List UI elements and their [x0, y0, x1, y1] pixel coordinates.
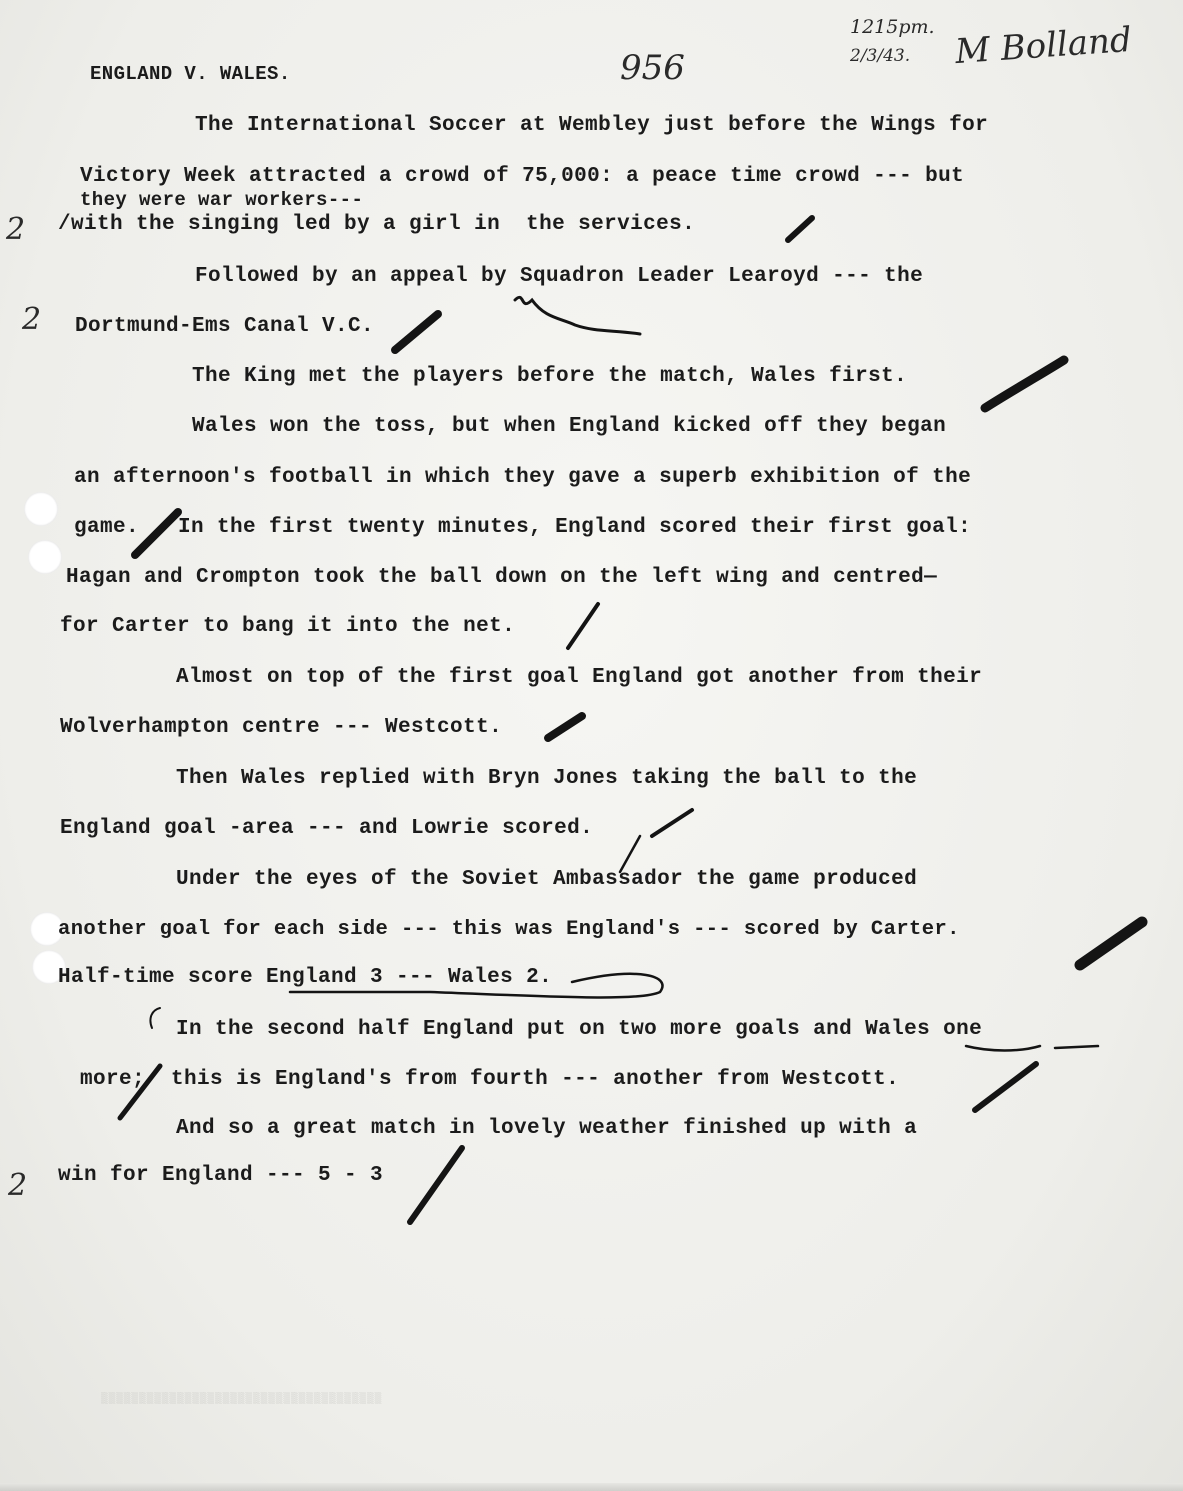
text-line: The King met the players before the match, Wales first. — [192, 365, 908, 388]
text-line: for Carter to bang it into the net. — [60, 615, 516, 638]
text-line: Wales won the toss, but when England kicked off they began — [192, 415, 947, 438]
text-line: Under the eyes of the Soviet Ambassador the game produced — [176, 868, 918, 891]
pen-underline — [966, 1046, 1040, 1051]
bleed-through-stamp: ▒▒▒▒▒▒▒▒▒▒▒▒▒▒▒▒▒▒▒▒▒▒▒▒▒▒▒▒▒▒▒▒▒▒▒▒▒ — [100, 1393, 382, 1405]
pen-slash — [975, 1064, 1036, 1110]
text-line: another goal for each side --- this was England's --- scored by Carter. — [58, 918, 960, 941]
document-title: ENGLAND V. WALES. — [90, 63, 291, 85]
pen-squiggle — [515, 297, 640, 334]
pen-slash — [1080, 922, 1142, 965]
text-line: game. In the first twenty minutes, England scored their first goal: — [74, 516, 972, 539]
pen-slash — [788, 218, 812, 240]
time-note: 1215pm. — [850, 16, 935, 38]
text-line: Followed by an appeal by Squadron Leader Learoyd --- the — [195, 265, 924, 288]
pen-tick — [620, 836, 640, 872]
page-number: 956 — [620, 48, 685, 88]
text-line: In the second half England put on two more goals and Wales one — [176, 1018, 983, 1041]
pen-underline — [1055, 1046, 1098, 1048]
text-line: Victory Week attracted a crowd of 75,000: a peace time crowd --- but — [80, 165, 965, 188]
text-line: Dortmund-Ems Canal V.C. — [75, 315, 375, 338]
text-line: The International Soccer at Wembley just before the Wings for — [195, 114, 989, 137]
text-line: And so a great match in lovely weather finished up with a — [176, 1117, 918, 1140]
margin-mark: 2 — [6, 212, 26, 247]
text-line: Wolverhampton centre --- Westcott. — [60, 716, 503, 739]
text-line: England goal -area --- and Lowrie scored. — [60, 817, 594, 840]
text-line: Then Wales replied with Bryn Jones taking the ball to the — [176, 767, 918, 790]
text-line: win for England --- 5 - 3 — [58, 1164, 384, 1187]
text-line: they were war workers--- — [80, 189, 364, 211]
text-line: /with the singing led by a girl in the services. — [58, 213, 696, 236]
margin-mark: 2 — [22, 302, 42, 337]
pen-slash — [985, 360, 1064, 408]
date-note: 2/3/43. — [850, 46, 911, 66]
text-line: Half-time score England 3 --- Wales 2. — [58, 966, 553, 989]
punch-hole — [28, 540, 62, 574]
pen-slash — [395, 314, 438, 350]
text-line: Almost on top of the first goal England got another from their — [176, 666, 983, 689]
punch-hole — [24, 492, 58, 526]
pen-slash — [410, 1148, 462, 1222]
pen-slash — [568, 604, 598, 648]
text-line: an afternoon's football in which they gave a superb exhibition of the — [74, 466, 972, 489]
text-line: Hagan and Crompton took the ball down on the left wing and centred— — [66, 566, 938, 589]
text-line: more; this is England's from fourth --- another from Westcott. — [80, 1068, 900, 1091]
page-edge — [0, 1483, 1183, 1491]
margin-mark: 2 — [8, 1168, 28, 1203]
pen-slash — [548, 716, 582, 738]
signature: M Bolland — [953, 19, 1133, 73]
pen-slash — [652, 810, 692, 836]
pen-bracket — [150, 1008, 160, 1028]
